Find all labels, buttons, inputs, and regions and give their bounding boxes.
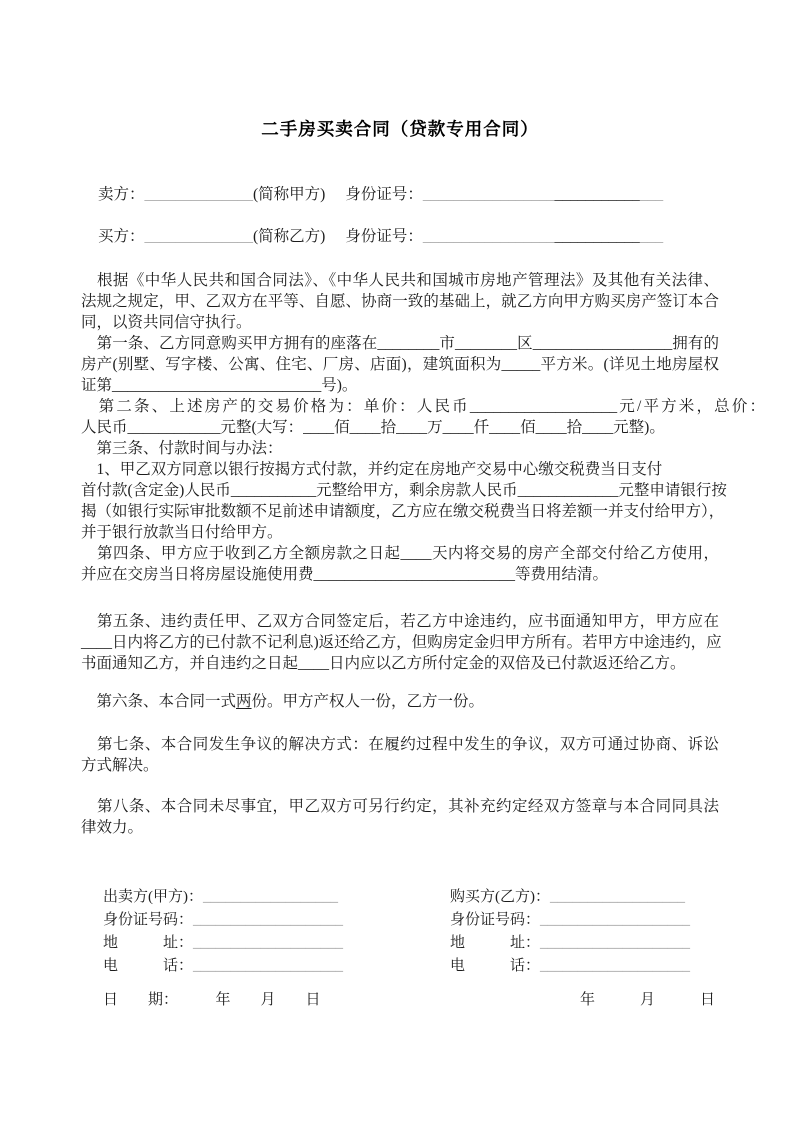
buyer-alias: (简称乙方): [253, 228, 326, 245]
contract-line-clause3: 第三条、付款时间与办法：: [81, 440, 283, 457]
contract-line-clause4: 第四条、甲方应于收到乙方全额房款之日起____天内将交易的房产全部交付给乙方使用，: [81, 545, 719, 562]
seller-phone-label: 电 话：: [103, 958, 194, 974]
seller-id-blank-end: ___: [639, 186, 664, 203]
seller-phone-blank: ____________________: [193, 958, 344, 974]
signature-row-seller-id: [103, 909, 428, 932]
buyer-date-line: 年 月 日: [579, 992, 715, 1008]
signature-row-seller-phone: [103, 955, 428, 978]
buyer-line: [81, 226, 719, 247]
contract-line: 律效力。: [81, 819, 144, 836]
buyer-sign-blank: __________________: [550, 889, 685, 905]
contract-line: 并于银行放款当日付给甲方。: [81, 524, 283, 541]
contract-line-clause5: 第五条、违约责任甲、乙双方合同签定后，若乙方中途违约，应书面通知甲方，甲方应在: [81, 613, 719, 630]
signature-row-buyer-phone: [450, 955, 690, 978]
contract-line: 首付款(含定金)人民币___________元整给甲方，剩余房款人民币_____________元整申请银行按: [81, 482, 727, 499]
contract-line: 房产(别墅、写字楼、公寓、住宅、厂房、店面)，建筑面积为_____平方米。(详见土地房屋权: [81, 356, 719, 373]
contract-line-clause6: [81, 691, 719, 712]
date-row: [81, 990, 719, 1011]
buyer-phone-blank: ____________________: [540, 958, 691, 974]
contract-line: 并应在交房当日将房屋设施使用费__________________________等费用结清。: [81, 566, 609, 583]
contract-line: 书面通知乙方，并自违约之日起____日内应以乙方所付定金的双倍及已付款返还给乙方。: [81, 655, 686, 672]
seller-idcard-label: 身份证号码：: [103, 912, 194, 928]
clause6-underlined-char: 两: [236, 693, 252, 710]
buyer-id-blank-dark: ___________: [554, 228, 640, 245]
signature-row-buyer-address: [450, 932, 690, 955]
buyer-sign-label: 购买方(乙方)：: [450, 889, 550, 905]
buyer-id-label: 身份证号：: [345, 228, 423, 245]
contract-line: 1、甲乙双方同意以银行按揭方式付款，并约定在房地产交易中心缴交税费当日支付: [81, 461, 663, 478]
signature-section: [81, 886, 719, 978]
seller-address-blank: ____________________: [193, 935, 344, 951]
seller-alias: (简称甲方): [253, 186, 326, 203]
seller-id-blank-dark: ___________: [554, 186, 640, 203]
seller-address-label: 地 址：: [103, 935, 194, 951]
contract-line: 根据《中华人民共和国合同法》、《中华人民共和国城市房地产管理法》及其他有关法律、: [81, 272, 719, 289]
seller-line: [81, 184, 719, 205]
signature-buyer-column: [428, 886, 690, 978]
buyer-address-label: 地 址：: [450, 935, 541, 951]
seller-date-line: 日 期： 年 月 日: [103, 992, 321, 1008]
seller-name-blank: ______________: [144, 186, 254, 203]
contract-line-clause8: 第八条、本合同未尽事宜，甲乙双方可另行约定，其补充约定经双方签章与本合同同具法: [81, 798, 719, 815]
contract-title: 二手房买卖合同（贷款专用合同）: [261, 119, 539, 139]
buyer-id-blank: _________________: [422, 228, 555, 245]
clause6-post: 份。甲方产权人一份，乙方一份。: [251, 693, 485, 710]
signature-row-seller-address: [103, 932, 428, 955]
buyer-idcard-blank: ____________________: [540, 912, 691, 928]
buyer-name-blank: ______________: [144, 228, 254, 245]
contract-line: 人民币____________元整(大写：____佰____拾____万____仟____佰____拾____元整)。: [81, 419, 665, 436]
contract-line: ____日内将乙方的已付款不记利息)返还给乙方，但购房定金归甲方所有。若甲方中途违约，应: [81, 634, 722, 651]
seller-id-blank: _________________: [422, 186, 555, 203]
contract-line-clause7: 第七条、本合同发生争议的解决方式：在履约过程中发生的争议，双方可通过协商、诉讼: [81, 736, 719, 753]
seller-id-label: 身份证号：: [345, 186, 423, 203]
signature-row-buyer-name: [450, 886, 690, 909]
buyer-label: 买方：: [98, 228, 145, 245]
buyer-phone-label: 电 话：: [450, 958, 541, 974]
contract-line-clause2: 第二条、上述房产的交易价格为：单价：人民币___________________元/平方米，总价：: [81, 398, 765, 415]
contract-line: 揭（如银行实际审批数额不足前述申请额度，乙方应在缴交税费当日将差额一并支付给甲方），: [81, 503, 725, 520]
buyer-id-blank-end: ___: [639, 228, 664, 245]
clause6-pre: 第六条、本合同一式: [81, 693, 237, 710]
contract-line: 同，以资共同信守执行。: [81, 314, 252, 331]
contract-body: [81, 270, 765, 838]
signature-row-seller-name: [103, 886, 428, 909]
signature-row-buyer-id: [450, 909, 690, 932]
seller-idcard-blank: ____________________: [193, 912, 344, 928]
seller-sign-label: 出卖方(甲方)：: [103, 889, 203, 905]
contract-line: 法规之规定，甲、乙双方在平等、自愿、协商一致的基础上，就乙方向甲方购买房产签订本合: [81, 293, 719, 310]
buyer-address-blank: ____________________: [540, 935, 691, 951]
contract-line: 方式解决。: [81, 757, 159, 774]
seller-sign-blank: __________________: [203, 889, 338, 905]
contract-line: 证第___________________________号)。: [81, 377, 358, 394]
signature-seller-column: [81, 886, 428, 978]
contract-line-clause1: 第一条、乙方同意购买甲方拥有的座落在________市________区__________________拥有的: [81, 335, 719, 352]
buyer-idcard-label: 身份证号码：: [450, 912, 541, 928]
seller-label: 卖方：: [98, 186, 145, 203]
